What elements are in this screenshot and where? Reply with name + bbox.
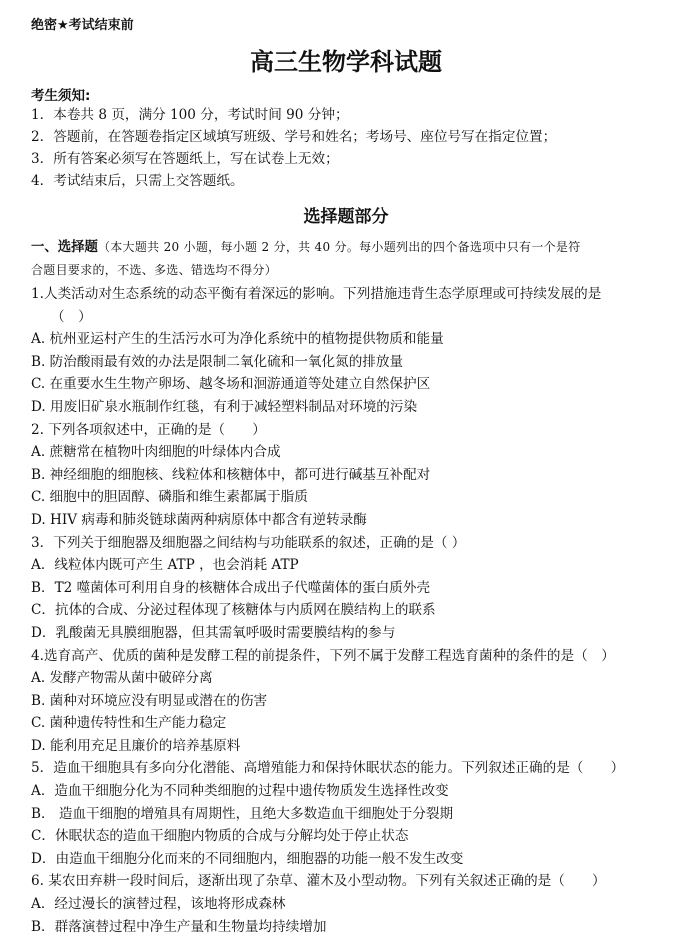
question-stem-cont: （ ） bbox=[51, 308, 92, 325]
notice-item: 2．答题前，在答题卷指定区域填写班级、学号和姓名；考场号、座位号写在指定位置； bbox=[31, 129, 557, 145]
part-description-cont: 合题目要求的，不选、多选、错选均不得分） bbox=[31, 263, 278, 277]
option: B. 神经细胞的细胞核、线粒体和核糖体中，都可进行碱基互补配对 bbox=[31, 466, 431, 483]
option: A．线粒体内既可产生 ATP ，也会消耗 ATP bbox=[31, 557, 299, 574]
option: D. 能利用充足且廉价的培养基原料 bbox=[31, 737, 241, 754]
question-stem: 4.选育高产、优质的菌种是发酵工程的前提条件，下列不属于发酵工程选育菌种的条件的是（ ） bbox=[31, 647, 615, 664]
option: B．群落演替过程中净生产量和生物量均持续增加 bbox=[31, 918, 327, 935]
option: D．乳酸菌无具膜细胞器，但其需氧呼吸时需要膜结构的参与 bbox=[31, 624, 396, 641]
option: C. 细胞中的胆固醇、磷脂和维生素都属于脂质 bbox=[31, 489, 308, 506]
option: A. 发酵产物需从菌中破碎分离 bbox=[31, 670, 213, 687]
confidential-mark: 绝密★考试结束前 bbox=[31, 18, 134, 33]
notice-item: 4．考试结束后，只需上交答题纸。 bbox=[31, 173, 244, 189]
part-description: （本大题共 20 小题，每小题 2 分，共 40 分。每小题列出的四个备选项中只有一个是符 bbox=[97, 240, 581, 254]
option: A．经过漫长的演替过程，该地将形成森林 bbox=[31, 896, 286, 913]
notice-list bbox=[31, 104, 671, 192]
question-stem: 3．下列关于细胞器及细胞器之间结构与功能联系的叙述，正确的是（ ） bbox=[31, 534, 466, 551]
option: C．抗体的合成、分泌过程体现了核糖体与内质网在膜结构上的联系 bbox=[31, 602, 436, 619]
option: B. 防治酸雨最有效的办法是限制二氧化硫和一氧化氮的排放量 bbox=[31, 353, 404, 370]
part-heading bbox=[31, 236, 671, 282]
option: C. 菌种遗传特性和生产能力稳定 bbox=[31, 715, 227, 732]
option: B．T2 噬菌体可利用自身的核糖体合成出子代噬菌体的蛋白质外壳 bbox=[31, 579, 431, 596]
page-title: 高三生物学科试题 bbox=[250, 48, 442, 76]
option: A. 蔗糖常在植物叶肉细胞的叶绿体内合成 bbox=[31, 444, 281, 461]
option: D. HIV 病毒和肺炎链球菌两种病原体中都含有逆转录酶 bbox=[31, 511, 367, 528]
question-stem: 2. 下列各项叙述中，正确的是（ ） bbox=[31, 421, 266, 438]
option: C．休眠状态的造血干细胞内物质的合成与分解均处于停止状态 bbox=[31, 828, 409, 845]
option: A. 杭州亚运村产生的生活污水可为净化系统中的植物提供物质和能量 bbox=[31, 331, 444, 348]
question-stem: 1.人类活动对生态系统的动态平衡有着深远的影响。下列措施违背生态学原理或可持续发展的是 bbox=[31, 286, 602, 302]
option: A．造血干细胞分化为不同种类细胞的过程中遗传物质发生选择性改变 bbox=[31, 783, 449, 800]
part-label: 一、选择题 bbox=[31, 240, 98, 255]
option: B． 造血干细胞的增殖具有周期性，且绝大多数造血干细胞处于分裂期 bbox=[31, 805, 454, 822]
question-stem: 6. 某农田弃耕一段时间后，逐渐出现了杂草、灌木及小型动物。下列有关叙述正确的是（ ） bbox=[31, 873, 606, 890]
option: B. 菌种对环境应没有明显或潜在的伤害 bbox=[31, 692, 268, 709]
question-list bbox=[31, 283, 671, 938]
notice-heading: 考生须知: bbox=[31, 88, 91, 104]
option: D. 用废旧矿泉水瓶制作红毯，有利于减轻塑料制品对环境的污染 bbox=[31, 398, 418, 415]
option: C. 在重要水生生物产卵场、越冬场和洄游通道等处建立自然保护区 bbox=[31, 376, 431, 393]
option: D．由造血干细胞分化而来的不同细胞内，细胞器的功能一般不发生改变 bbox=[31, 850, 464, 867]
section-title: 选择题部分 bbox=[303, 207, 389, 227]
notice-item: 1．本卷共 8 页，满分 100 分，考试时间 90 分钟； bbox=[31, 107, 349, 123]
notice-item: 3．所有答案必须写在答题纸上，写在试卷上无效； bbox=[31, 151, 339, 167]
question-stem: 5．造血干细胞具有多向分化潜能、高增殖能力和保持休眠状态的能力。下列叙述正确的是（ ） bbox=[31, 760, 625, 777]
